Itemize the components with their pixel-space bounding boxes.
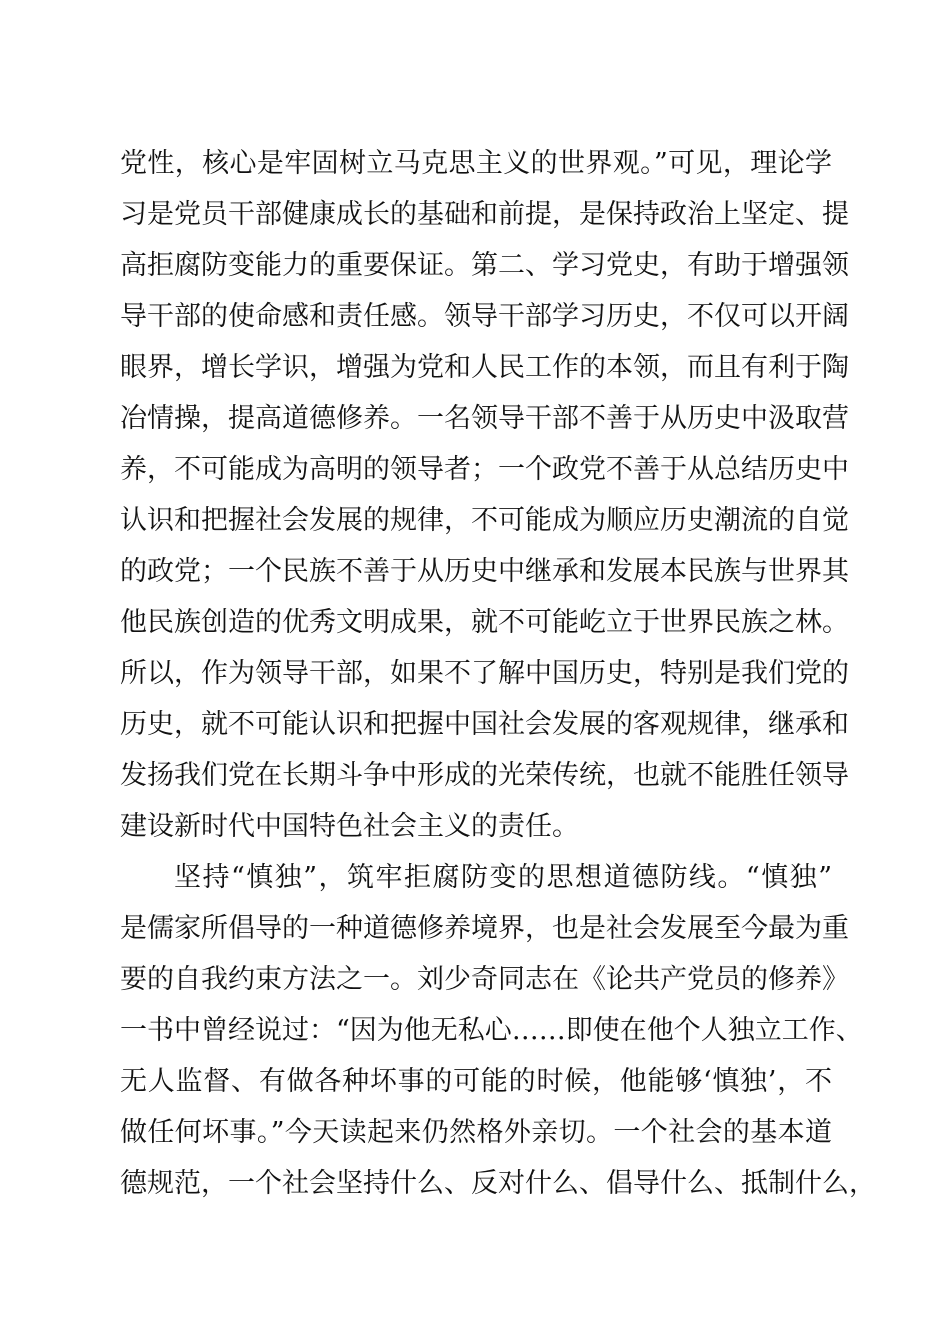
text-line: 所以，作为领导干部，如果不了解中国历史，特别是我们党的: [120, 658, 849, 689]
text-line: 发扬我们党在长期斗争中形成的光荣传统，也就不能胜任领导: [120, 760, 849, 791]
text-line: 一书中曾经说过：“因为他无私心……即使在他个人独立工作、: [120, 1015, 863, 1046]
text-line: 要的自我约束方法之一。刘少奇同志在《论共产党员的修养》: [120, 964, 849, 995]
text-line: 德规范，一个社会坚持什么、反对什么、倡导什么、抵制什么，: [120, 1168, 876, 1199]
text-line: 是儒家所倡导的一种道德修养境界，也是社会发展至今最为重: [120, 913, 849, 944]
text-line: 历史，就不可能认识和把握中国社会发展的客观规律，继承和: [120, 709, 849, 740]
text-line: 做任何坏事。”今天读起来仍然格外亲切。一个社会的基本道: [120, 1117, 832, 1148]
text-line: 冶情操，提高道德修养。一名领导干部不善于从历史中汲取营: [120, 403, 849, 434]
text-line: 眼界，增长学识，增强为党和人民工作的本领，而且有利于陶: [120, 352, 849, 383]
text-line: 高拒腐防变能力的重要保证。第二、学习党史，有助于增强领: [120, 250, 849, 281]
text-line: 党性，核心是牢固树立马克思主义的世界观。”可见，理论学: [120, 148, 832, 179]
text-line: 的政党；一个民族不善于从历史中继承和发展本民族与世界其: [120, 556, 849, 587]
text-line: 习是党员干部健康成长的基础和前提，是保持政治上坚定、提: [120, 199, 849, 230]
text-line: 认识和把握社会发展的规律，不可能成为顺应历史潮流的自觉: [120, 505, 849, 536]
text-line: 他民族创造的优秀文明成果，就不可能屹立于世界民族之林。: [120, 607, 849, 638]
text-line: 养，不可能成为高明的领导者；一个政党不善于从总结历史中: [120, 454, 849, 485]
text-line: 导干部的使命感和责任感。领导干部学习历史，不仅可以开阔: [120, 301, 849, 332]
text-line: 建设新时代中国特色社会主义的责任。: [120, 811, 579, 842]
paragraph-first-line: 坚持“慎独”，筑牢拒腐防变的思想道德防线。“慎独”: [174, 862, 832, 893]
text-line: 无人监督、有做各种坏事的可能的时候，他能够‘慎独’，不: [120, 1066, 832, 1097]
